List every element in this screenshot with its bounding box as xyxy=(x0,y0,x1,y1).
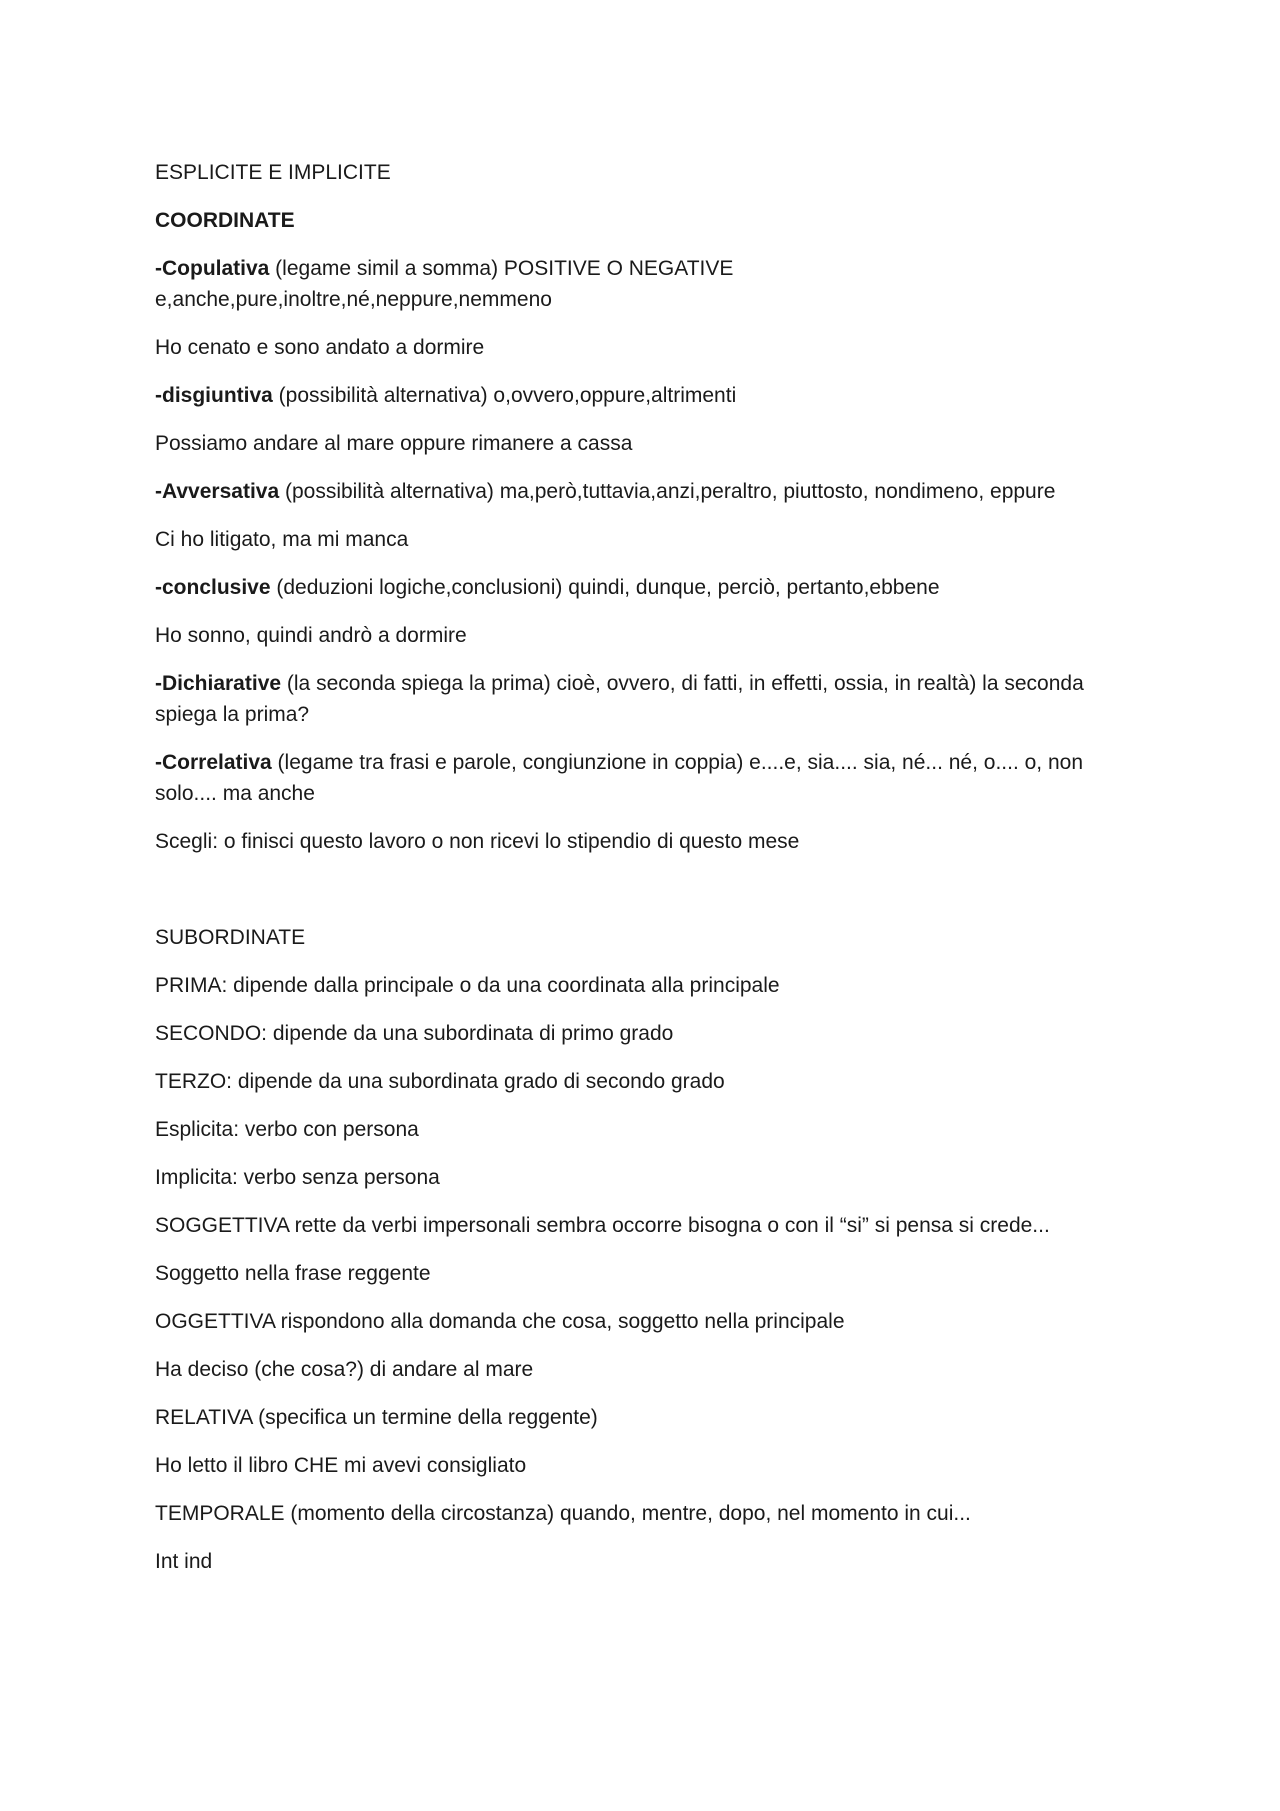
coordinate-example: Ho sonno, quindi andrò a dormire xyxy=(155,624,467,647)
subordinate-line: Ha deciso (che cosa?) di andare al mare xyxy=(155,1358,534,1381)
subordinate-line: Int ind xyxy=(155,1550,213,1573)
coordinate-example: Ci ho litigato, ma mi manca xyxy=(155,528,409,551)
subordinate-title: SUBORDINATE xyxy=(155,926,306,949)
section-spacer xyxy=(155,874,1115,922)
subordinate-line: Soggetto nella frase reggente xyxy=(155,1262,431,1285)
coordinate-example: Possiamo andare al mare oppure rimanere a cassa xyxy=(155,432,633,455)
subordinate-line: Implicita: verbo senza persona xyxy=(155,1166,440,1189)
subordinate-line: RELATIVA (specifica un termine della reggente) xyxy=(155,1406,598,1429)
coordinate-copulativa: -Copulativa (legame simil a somma) POSITIVE O NEGATIVE e,anche,pure,inoltre,né,neppure,nemmeno xyxy=(155,257,734,311)
subordinate-line: Ho letto il libro CHE mi avevi consigliato xyxy=(155,1454,527,1477)
coordinate-dichiarative: -Dichiarative (la seconda spiega la prima) cioè, ovvero, di fatti, in effetti, ossia, in realtà) la seconda spiega la prima? xyxy=(155,672,1084,726)
subordinate-line: Esplicita: verbo con persona xyxy=(155,1118,419,1141)
subordinate-line: SOGGETTIVA rette da verbi impersonali sembra occorre bisogna o con il “si” si pensa si crede... xyxy=(155,1214,1050,1237)
document-body xyxy=(155,157,1115,1594)
subordinate-line: OGGETTIVA rispondono alla domanda che cosa, soggetto nella principale xyxy=(155,1310,845,1333)
coordinate-conclusive: -conclusive (deduzioni logiche,conclusioni) quindi, dunque, perciò, pertanto,ebbene xyxy=(155,576,940,599)
subordinate-line: PRIMA: dipende dalla principale o da una coordinata alla principale xyxy=(155,974,780,997)
subordinate-line: SECONDO: dipende da una subordinata di primo grado xyxy=(155,1022,674,1045)
coordinate-correlativa: -Correlativa (legame tra frasi e parole, congiunzione in coppia) e....e, sia.... sia, né... né, o.... o, non solo.... ma anche xyxy=(155,751,1084,805)
coordinate-example: Scegli: o finisci questo lavoro o non ricevi lo stipendio di questo mese xyxy=(155,830,800,853)
coordinate-avversativa: -Avversativa (possibilità alternativa) ma,però,tuttavia,anzi,peraltro, piuttosto, nondimeno, eppure xyxy=(155,480,1056,503)
subordinate-line: TEMPORALE (momento della circostanza) quando, mentre, dopo, nel momento in cui... xyxy=(155,1502,971,1525)
document-heading: ESPLICITE E IMPLICITE xyxy=(155,161,391,184)
coordinate-disgiuntiva: -disgiuntiva (possibilità alternativa) o,ovvero,oppure,altrimenti xyxy=(155,384,737,407)
coordinate-example: Ho cenato e sono andato a dormire xyxy=(155,336,485,359)
subordinate-line: TERZO: dipende da una subordinata grado di secondo grado xyxy=(155,1070,725,1093)
coordinate-title: COORDINATE xyxy=(155,209,295,232)
